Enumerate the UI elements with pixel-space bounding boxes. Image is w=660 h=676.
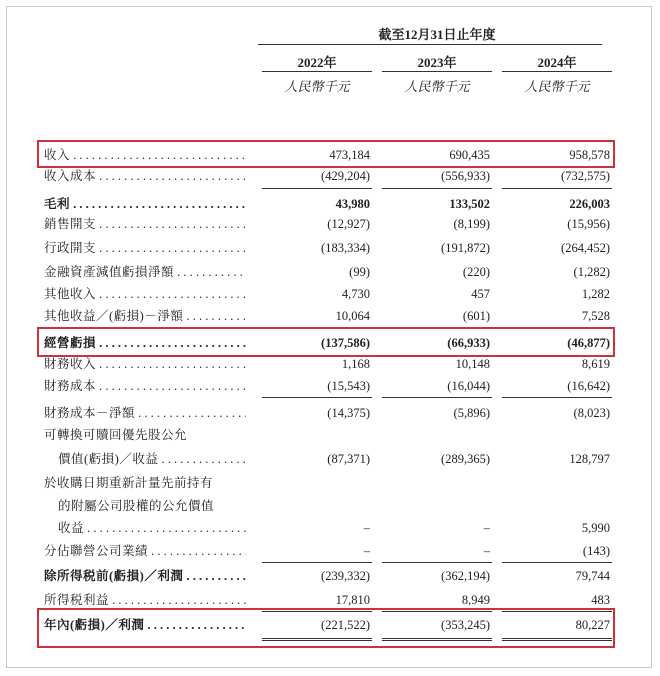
- subtotal-rule: [262, 562, 372, 563]
- value-2023: (16,044): [447, 379, 490, 393]
- value-2024: 5,990: [581, 521, 610, 535]
- value-2023: 10,148: [455, 357, 490, 371]
- value-2023: (5,896): [453, 406, 490, 420]
- value-2022: 4,730: [341, 287, 370, 301]
- value-2023: 133,502: [449, 197, 490, 211]
- row-label: 可轉換可贖回優先股公允: [44, 428, 188, 442]
- value-2022: (15,543): [327, 379, 370, 393]
- row-label: 所得税利益 . . .: [44, 590, 246, 610]
- value-2023: (289,365): [441, 452, 490, 466]
- subtotal-rule: [382, 562, 492, 563]
- value-2024: (15,956): [567, 217, 610, 231]
- row-label: 其他收入 . . .: [44, 284, 246, 304]
- value-2023: (353,245): [441, 618, 490, 632]
- value-2023: (66,933): [447, 336, 490, 350]
- row-label: 分佔聯營公司業績 . . .: [44, 541, 246, 561]
- value-2023: 457: [471, 287, 490, 301]
- row-admin-expenses: [44, 238, 614, 258]
- row-label: 收入 . . .: [44, 145, 246, 165]
- row-gross-profit: [44, 194, 614, 214]
- row-pre-tax-result: [44, 566, 614, 586]
- year-rule: [502, 71, 612, 72]
- value-2022: 17,810: [335, 593, 370, 607]
- row-label: 財務收入 . . .: [44, 354, 246, 374]
- row-label: 財務成本 . . .: [44, 376, 246, 396]
- value-2022: (14,375): [327, 406, 370, 420]
- row-label: 收入成本 . . .: [44, 166, 246, 186]
- value-2022: 473,184: [329, 148, 370, 162]
- value-2024: (1,282): [573, 265, 610, 279]
- value-2024: 226,003: [569, 197, 610, 211]
- year-2024-header: 2024年: [537, 55, 577, 70]
- row-label: 財務成本－淨額 . . .: [44, 403, 246, 423]
- value-2023: (362,194): [441, 569, 490, 583]
- row-other-income: [44, 284, 614, 304]
- value-2022: (221,522): [321, 618, 370, 632]
- row-label: 經營虧損 . . .: [44, 333, 246, 353]
- row-label: 年內(虧損)／利潤 . . .: [44, 615, 246, 635]
- row-finance-income: [44, 354, 614, 374]
- row-label: 銷售開支 . . .: [44, 214, 246, 234]
- row-preferred-shares-heading: [44, 425, 614, 445]
- subtotal-rule: [502, 562, 612, 563]
- row-remeasurement-heading-2: [44, 496, 614, 516]
- row-label: 於收購日期重新計量先前持有: [44, 476, 214, 490]
- year-2022-header: 2022年: [297, 55, 337, 70]
- unit-label: 人民幣千元: [524, 79, 590, 94]
- subtotal-rule: [262, 397, 372, 398]
- row-label: 的附屬公司股權的公允價值: [58, 499, 215, 513]
- year-rule: [262, 71, 372, 72]
- value-2024: 128,797: [569, 452, 610, 466]
- period-header: 截至12月31日止年度: [378, 27, 496, 42]
- subtotal-rule: [382, 397, 492, 398]
- value-2022: (87,371): [327, 452, 370, 466]
- value-2023: –: [483, 521, 490, 535]
- value-2024: (264,452): [561, 241, 610, 255]
- value-2024: (16,642): [567, 379, 610, 393]
- value-2022: –: [363, 544, 370, 558]
- value-2022: (183,334): [321, 241, 370, 255]
- row-other-gains-net: [44, 306, 614, 326]
- value-2023: (220): [462, 265, 490, 279]
- value-2022: (12,927): [327, 217, 370, 231]
- row-income-tax: [44, 590, 614, 610]
- row-preferred-shares-fv: [44, 449, 614, 469]
- unit-label: 人民幣千元: [284, 79, 350, 94]
- value-2024: 8,619: [581, 357, 610, 371]
- value-2024: (46,877): [567, 336, 610, 350]
- row-label: 金融資產減值虧損淨額 . . .: [44, 262, 246, 282]
- subtotal-rule: [502, 397, 612, 398]
- value-2024: 1,282: [581, 287, 610, 301]
- highlight-box-profit: [37, 608, 615, 648]
- highlight-box-revenue: [37, 140, 615, 168]
- row-label: 其他收益／(虧損)－淨額 . . .: [44, 306, 246, 326]
- subtotal-rule: [262, 188, 372, 189]
- value-2023: (191,872): [441, 241, 490, 255]
- value-2022: 43,980: [335, 197, 370, 211]
- row-finance-costs: [44, 376, 614, 396]
- value-2024: 958,578: [569, 148, 610, 162]
- value-2022: –: [363, 521, 370, 535]
- value-2024: 79,744: [575, 569, 610, 583]
- value-2022: (137,586): [321, 336, 370, 350]
- value-2022: 10,064: [335, 309, 370, 323]
- row-impairment-losses: [44, 262, 614, 282]
- subtotal-rule: [382, 188, 492, 189]
- highlight-box-operating-loss: [37, 327, 615, 357]
- value-2023: (601): [462, 309, 490, 323]
- value-2023: (8,199): [453, 217, 490, 231]
- value-2022: (239,332): [321, 569, 370, 583]
- year-rule: [382, 71, 492, 72]
- value-2024: 80,227: [575, 618, 610, 632]
- value-2023: 8,949: [461, 593, 490, 607]
- subtotal-rule: [502, 188, 612, 189]
- value-2024: (732,575): [561, 169, 610, 183]
- value-2024: 7,528: [581, 309, 610, 323]
- value-2024: (8,023): [573, 406, 610, 420]
- value-2022: 1,168: [341, 357, 370, 371]
- unit-label: 人民幣千元: [404, 79, 470, 94]
- year-2023-header: 2023年: [417, 55, 457, 70]
- value-2022: (99): [349, 265, 370, 279]
- row-cost-of-revenue: [44, 166, 614, 186]
- row-share-of-associates: [44, 541, 614, 561]
- value-2023: –: [483, 544, 490, 558]
- row-remeasurement-gain: [44, 518, 614, 538]
- row-remeasurement-heading-1: [44, 473, 614, 493]
- row-label: 行政開支 . . .: [44, 238, 246, 258]
- row-selling-expenses: [44, 214, 614, 234]
- value-2024: (143): [582, 544, 610, 558]
- period-rule: [258, 44, 602, 45]
- row-label: 收益 . . .: [58, 518, 246, 538]
- row-label: 除所得税前(虧損)／利潤 . . .: [44, 566, 246, 586]
- row-label: 毛利 . . .: [44, 194, 246, 214]
- row-finance-costs-net: [44, 403, 614, 423]
- value-2023: (556,933): [441, 169, 490, 183]
- value-2023: 690,435: [449, 148, 490, 162]
- row-label: 價值(虧損)／收益 . . .: [58, 449, 246, 469]
- value-2024: 483: [591, 593, 610, 607]
- value-2022: (429,204): [321, 169, 370, 183]
